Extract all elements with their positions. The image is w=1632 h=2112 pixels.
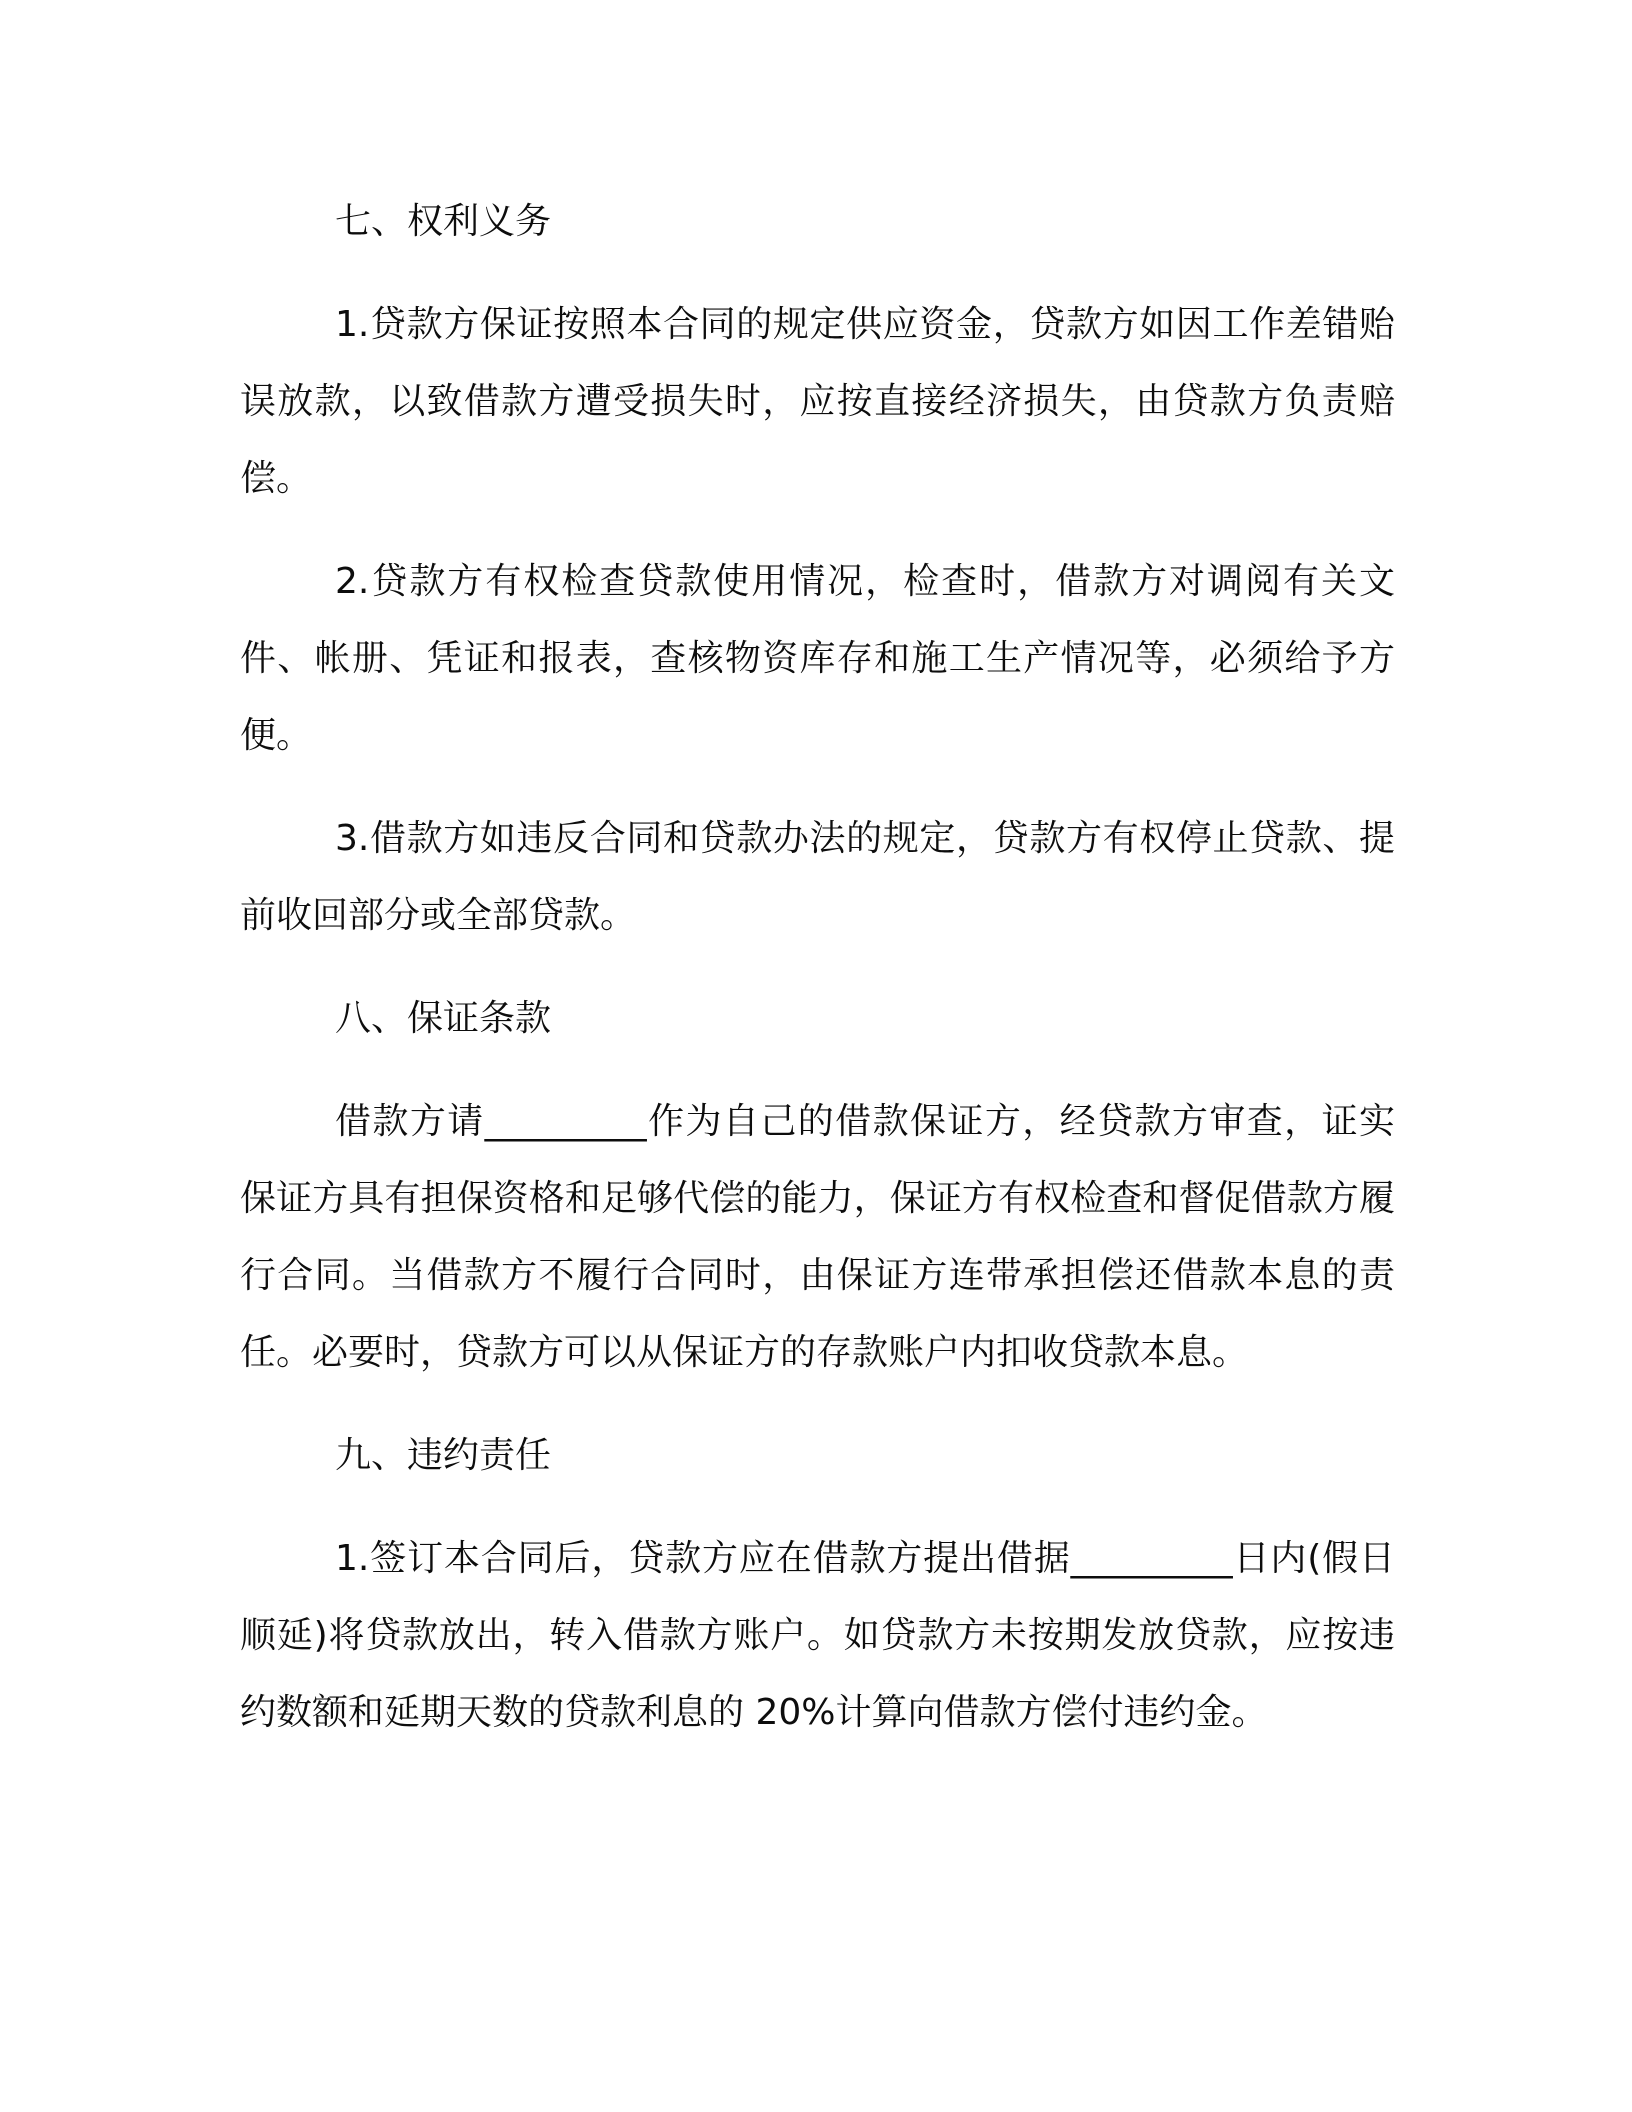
document-page <box>240 183 1395 1751</box>
section-8-heading: 八、保证条款 <box>335 998 552 1039</box>
section-7-item-2: 2.贷款方有权检查贷款使用情况，检查时，借款方对调阅有关文件、帐册、凭证和报表，查核物资库存和施工生产情况等，必须给予方便。 <box>240 561 1395 756</box>
section-9-item-1: 1.签订本合同后，贷款方应在借款方提出借据_________日内(假日顺延)将贷款放出，转入借款方账户。如贷款方未按期发放贷款，应按违约数额和延期天数的贷款利息的 20%计算向借款方偿付违约金。 <box>240 1538 1395 1733</box>
section-7-heading: 七、权利义务 <box>335 201 552 242</box>
section-7-item-1: 1.贷款方保证按照本合同的规定供应资金，贷款方如因工作差错贻误放款，以致借款方遭受损失时，应按直接经济损失，由贷款方负责赔偿。 <box>240 304 1395 499</box>
section-7-item-3: 3.借款方如违反合同和贷款办法的规定，贷款方有权停止贷款、提前收回部分或全部贷款。 <box>240 818 1395 936</box>
section-8-body: 借款方请_________作为自己的借款保证方，经贷款方审查，证实保证方具有担保资格和足够代偿的能力，保证方有权检查和督促借款方履行合同。当借款方不履行合同时，由保证方连带承担偿还借款本息的责任。必要时，贷款方可以从保证方的存款账户内扣收贷款本息。 <box>240 1101 1395 1373</box>
section-9-heading: 九、违约责任 <box>335 1435 552 1476</box>
